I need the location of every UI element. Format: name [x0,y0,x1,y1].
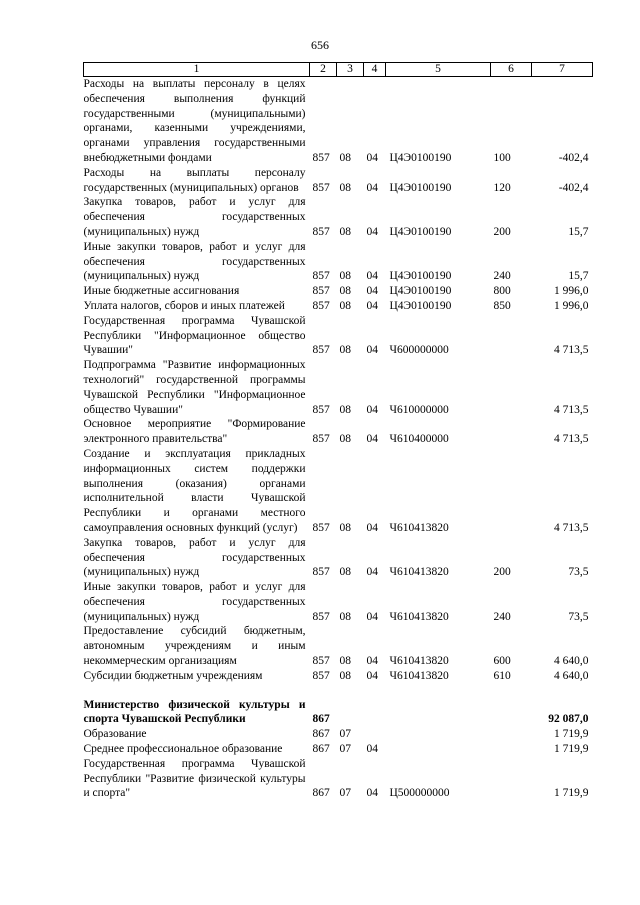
row-amount: 4 713,5 [554,433,589,446]
row-amount: 1 719,9 [554,743,589,756]
row-target-article: Ц4Э0100190 [389,225,452,238]
row-ministry-code: 857 [312,669,330,682]
header-cell: 7 [532,63,593,77]
row-expense-type: 610 [493,669,511,682]
row-section-code: 08 [339,270,351,283]
row-amount: 1 719,9 [554,728,589,741]
row-ministry-code: 867 [312,787,330,800]
row-subsection-code: 04 [366,344,378,357]
table-header-row [84,63,593,77]
row-ministry-code: 857 [312,403,330,416]
row-section-code: 08 [339,610,351,623]
row-target-article: Ц4Э0100190 [389,299,452,312]
table-row [84,358,593,417]
row-ministry-code: 857 [312,610,330,623]
row-section-code: 08 [339,433,351,446]
row-section-code: 08 [339,655,351,668]
row-name: Иные закупки товаров, работ и услуг для обеспечения государственных (муниципальных) нужд [83,581,306,623]
row-name: Министерство физической культуры и спорта Чувашской Республики [83,698,306,726]
row-ministry-code: 857 [312,521,330,534]
row-section-code: 07 [339,787,351,800]
row-subsection-code: 04 [366,225,378,238]
row-section-code: 08 [339,566,351,579]
table-row [84,195,593,239]
row-subsection-code: 04 [366,566,378,579]
row-section-code: 08 [339,151,351,164]
row-expense-type: 800 [493,285,511,298]
row-ministry-code: 857 [312,433,330,446]
row-amount: 73,5 [568,566,589,579]
row-expense-type: 100 [493,151,511,164]
row-ministry-code: 857 [312,270,330,283]
row-section-code: 08 [339,225,351,238]
row-subsection-code: 04 [366,743,378,756]
row-ministry-code: 857 [312,181,330,194]
row-expense-type: 850 [493,299,511,312]
row-amount: 15,7 [568,270,589,283]
row-ministry-code: 867 [312,713,330,726]
table-row [84,299,593,314]
row-amount: 4 713,5 [554,403,589,416]
row-target-article: Ц4Э0100190 [389,270,452,283]
row-subsection-code: 04 [366,669,378,682]
row-expense-type: 240 [493,270,511,283]
row-expense-type: 120 [493,181,511,194]
row-section-code: 08 [339,181,351,194]
row-name: Создание и эксплуатация прикладных информационных систем поддержки выполнения (оказания) органами исполнительной власти Чувашской Республики и органами местного самоуправления основных функций (услуг) [83,447,306,534]
row-target-article: Ч610413820 [389,655,449,668]
row-name: Закупка товаров, работ и услуг для обеспечения государственных (муниципальных) нужд [83,196,306,238]
row-expense-type [491,727,532,742]
row-name: Образование [83,728,147,741]
row-expense-type [491,417,532,447]
row-section-code: 08 [339,669,351,682]
row-section-code: 07 [339,728,351,741]
header-cell: 2 [310,63,337,77]
row-amount: 4 640,0 [554,655,589,668]
row-ministry-code: 857 [312,285,330,298]
row-expense-type: 600 [493,655,511,668]
row-subsection-code: 04 [366,403,378,416]
row-expense-type [491,447,532,536]
row-target-article: Ч610413820 [389,610,449,623]
spacer-cell [84,684,593,698]
row-name: Иные бюджетные ассигнования [83,285,240,298]
row-subsection-code: 04 [366,521,378,534]
row-expense-type: 240 [493,610,511,623]
header-cell: 4 [364,63,386,77]
row-ministry-code: 867 [312,728,330,741]
row-target-article: Ч600000000 [389,344,449,357]
row-target-article: Ч610400000 [389,433,449,446]
row-subsection-code: 04 [366,610,378,623]
row-ministry-code: 857 [312,299,330,312]
row-expense-type: 200 [493,566,511,579]
row-section-code: 07 [339,743,351,756]
row-target-article: Ч610413820 [389,521,449,534]
table-row [84,284,593,299]
row-name: Среднее профессиональное образование [83,743,283,756]
table-row [84,77,593,166]
row-expense-type [491,742,532,757]
row-name: Субсидии бюджетным учреждениям [83,669,263,682]
row-amount: -402,4 [558,151,589,164]
row-ministry-code: 857 [312,151,330,164]
row-ministry-code: 857 [312,655,330,668]
row-subsection-code: 04 [366,181,378,194]
row-ministry-code: 857 [312,566,330,579]
table-body [84,77,593,802]
row-target-article: Ч610413820 [389,669,449,682]
header-cell: 3 [337,63,364,77]
row-subsection-code: 04 [366,299,378,312]
row-subsection-code: 04 [366,270,378,283]
row-amount: 15,7 [568,225,589,238]
row-amount: 1 719,9 [554,787,589,800]
row-subsection-code [364,727,386,742]
header-cell: 5 [386,63,491,77]
table-row [84,447,593,536]
table-row [84,580,593,624]
row-expense-type [491,358,532,417]
row-subsection-code: 04 [366,787,378,800]
table-row [84,624,593,668]
row-target-article [386,727,491,742]
table-row [84,727,593,742]
header-cell: 1 [84,63,310,77]
table-row [84,698,593,728]
row-section-code: 08 [339,285,351,298]
row-target-article: Ц4Э0100190 [389,285,452,298]
row-section-code: 08 [339,344,351,357]
row-name: Уплата налогов, сборов и иных платежей [83,299,285,312]
table-row [84,417,593,447]
row-name: Предоставление субсидий бюджетным, автономным учреждениям и иным некоммерческим организациям [83,625,306,668]
row-name: Расходы на выплаты персоналу государственных (муниципальных) органов [83,166,306,194]
table-row [84,240,593,284]
row-section-code [337,698,364,728]
table-row [84,757,593,801]
table-row [84,742,593,757]
row-name: Основное мероприятие "Формирование электронного правительства" [83,418,306,446]
row-expense-type [491,314,532,358]
row-amount: 73,5 [568,610,589,623]
row-amount: 4 640,0 [554,669,589,682]
row-name: Подпрограмма "Развитие информационных технологий" государственной программы Чувашской Республики "Информационное общество Чувашии" [83,359,306,416]
row-section-code: 08 [339,403,351,416]
budget-table [83,62,593,801]
row-ministry-code: 857 [312,344,330,357]
table-row [84,166,593,196]
row-name: Расходы на выплаты персоналу в целях обеспечения выполнения функций государственными (муниципальными) органами, казенными учреждениями, органами управления государственными внебюджетными фондами [83,78,306,164]
spacer-row [84,684,593,698]
row-subsection-code: 04 [366,655,378,668]
table-row [84,669,593,684]
row-section-code: 08 [339,299,351,312]
row-expense-type [491,757,532,801]
row-target-article: Ц4Э0100190 [389,151,452,164]
row-target-article: Ц4Э0100190 [389,181,452,194]
row-name: Закупка товаров, работ и услуг для обеспечения государственных (муниципальных) нужд [83,536,306,579]
row-target-article: Ц500000000 [389,787,450,800]
row-amount: 4 713,5 [554,521,589,534]
row-ministry-code: 857 [312,225,330,238]
row-name: Государственная программа Чувашской Республики "Информационное общество Чувашии" [83,314,306,357]
row-name: Иные закупки товаров, работ и услуг для обеспечения государственных (муниципальных) нужд [83,240,306,283]
header-cell: 6 [491,63,532,77]
row-section-code: 08 [339,521,351,534]
row-name: Государственная программа Чувашской Республики "Развитие физической культуры и спорта" [83,757,306,800]
page-number: 656 [311,38,329,52]
table-row [84,536,593,580]
row-amount: 1 996,0 [554,299,589,312]
row-target-article: Ч610000000 [389,403,449,416]
row-target-article: Ч610413820 [389,566,449,579]
row-amount: 92 087,0 [548,713,589,726]
row-subsection-code: 04 [366,433,378,446]
row-ministry-code: 867 [312,743,330,756]
row-expense-type [491,698,532,728]
row-target-article [386,742,491,757]
row-amount: -402,4 [558,181,589,194]
row-amount: 1 996,0 [554,285,589,298]
table-row [84,314,593,358]
row-subsection-code: 04 [366,285,378,298]
row-amount: 4 713,5 [554,344,589,357]
row-target-article [386,698,491,728]
row-expense-type: 200 [493,225,511,238]
row-subsection-code: 04 [366,151,378,164]
row-subsection-code [364,698,386,728]
